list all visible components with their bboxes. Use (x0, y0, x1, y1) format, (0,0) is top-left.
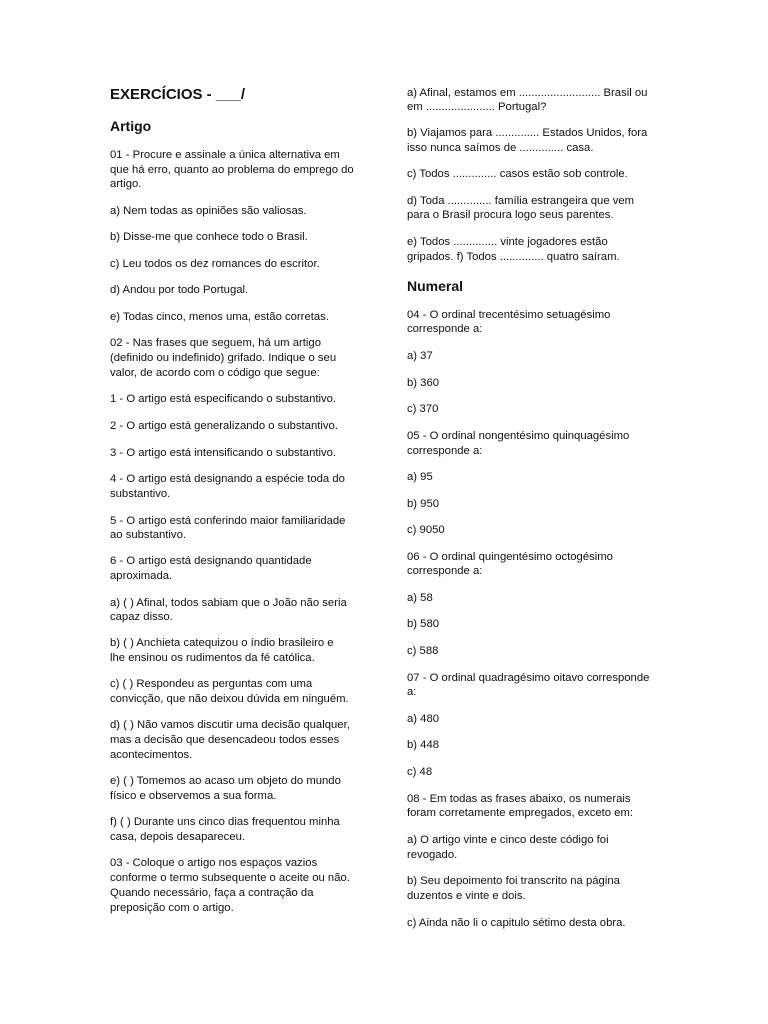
question-text: corresponde a: (407, 445, 483, 457)
option-item: a) Nem todas as opiniões são valiosas. (110, 205, 307, 217)
question-text: 05 - O ordinal nongentésimo quinquagésimo (407, 430, 630, 442)
question-text: corresponde a: (407, 323, 483, 335)
option-item: b) 360 (407, 377, 440, 389)
fill-blank-item: b) Viajamos para .............. Estados Unidos, fora (407, 127, 648, 139)
question-text: 07 - O ordinal quadragésimo oitavo corresponde (407, 672, 650, 684)
question-text: preposição com o artigo. (110, 902, 234, 914)
option-item: revogado. (407, 849, 458, 861)
sentence-item: convicção, que não deixou dúvida em ninguém. (110, 693, 349, 705)
option-item: e) Todas cinco, menos uma, estão corretas. (110, 311, 329, 323)
code-item: 4 - O artigo está designando a espécie toda do (110, 473, 345, 485)
sentence-item: c) ( ) Respondeu as perguntas com uma (110, 678, 313, 690)
question-text: a: (407, 686, 417, 698)
code-item: substantivo. (110, 488, 171, 500)
fill-blank-item: para o Brasil procura logo seus parentes. (407, 209, 614, 221)
option-item: b) 580 (407, 618, 440, 630)
question-text: 01 - Procure e assinale a única alternativa em (110, 149, 340, 161)
option-item: c) 9050 (407, 524, 445, 536)
sentence-item: e) ( ) Tomemos ao acaso um objeto do mundo (110, 775, 341, 787)
question-text: Quando necessário, faça a contração da (110, 887, 314, 899)
fill-blank-item: em ...................... Portugal? (407, 101, 547, 113)
question-text: 04 - O ordinal trecentésimo setuagésimo (407, 309, 611, 321)
section-title-numeral: Numeral (407, 278, 464, 294)
question-text: 06 - O ordinal quingentésimo octogésimo (407, 551, 613, 563)
sentence-item: mas a decisão que desencadeou todos esses (110, 734, 340, 746)
code-item: ao substantivo. (110, 529, 186, 541)
code-item: 5 - O artigo está conferindo maior familiaridade (110, 515, 346, 527)
option-item: b) Disse-me que conhece todo o Brasil. (110, 231, 308, 243)
option-item: duzentos e vinte e dois. (407, 890, 526, 902)
option-item: c) Ainda não li o capitulo sétimo desta obra. (407, 917, 626, 929)
sentence-item: b) ( ) Anchieta catequizou o índio brasileiro e (110, 637, 334, 649)
question-text: (definido ou indefinido) grifado. Indique o seu (110, 352, 337, 364)
section-title-artigo: Artigo (110, 118, 152, 134)
sentence-item: lhe ensinou os rudimentos da fé católica. (110, 652, 315, 664)
code-item: aproximada. (110, 570, 173, 582)
sentence-item: casa, depois desapareceu. (110, 831, 246, 843)
sentence-item: a) ( ) Afinal, todos sabiam que o João não seria (110, 597, 347, 609)
fill-blank-item: a) Afinal, estamos em .......................... Brasil ou (407, 87, 648, 99)
question-text: 03 - Coloque o artigo nos espaços vazios (110, 857, 318, 869)
question-text: artigo. (110, 178, 142, 190)
fill-blank-item: d) Toda .............. família estrangeira que vem (407, 195, 635, 207)
option-item: a) O artigo vinte e cinco deste código foi (407, 834, 609, 846)
option-item: c) 48 (407, 766, 433, 778)
page-title: EXERCÍCIOS - ___/ (110, 86, 246, 103)
option-item: a) 480 (407, 713, 440, 725)
option-item: a) 58 (407, 592, 433, 604)
option-item: d) Andou por todo Portugal. (110, 284, 249, 296)
option-item: b) 448 (407, 739, 440, 751)
option-item: b) Seu depoimento foi transcrito na página (407, 875, 620, 887)
fill-blank-item: e) Todos .............. vinte jogadores estão (407, 236, 608, 248)
option-item: b) 950 (407, 498, 440, 510)
option-item: a) 95 (407, 471, 433, 483)
question-text: conforme o termo subsequente o aceite ou não. (110, 872, 350, 884)
option-item: c) 588 (407, 645, 439, 657)
option-item: a) 37 (407, 350, 433, 362)
sentence-item: acontecimentos. (110, 749, 193, 761)
code-item: 3 - O artigo está intensificando o substantivo. (110, 447, 337, 459)
fill-blank-item: c) Todos .............. casos estão sob controle. (407, 168, 628, 180)
option-item: c) Leu todos os dez romances do escritor. (110, 258, 320, 270)
question-text: foram corretamente empregados, exceto em: (407, 807, 634, 819)
fill-blank-item: gripados. f) Todos .............. quatro saíram. (407, 251, 620, 263)
question-text: 08 - Em todas as frases abaixo, os numerais (407, 793, 631, 805)
question-text: 02 - Nas frases que seguem, há um artigo (110, 337, 321, 349)
code-item: 6 - O artigo está designando quantidade (110, 555, 312, 567)
sentence-item: d) ( ) Não vamos discutir uma decisão qualquer, (110, 719, 350, 731)
fill-blank-item: isso nunca saímos de .............. casa. (407, 142, 594, 154)
code-item: 1 - O artigo está especificando o substantivo. (110, 393, 337, 405)
option-item: c) 370 (407, 403, 439, 415)
question-text: corresponde a: (407, 565, 483, 577)
code-item: 2 - O artigo está generalizando o substantivo. (110, 420, 338, 432)
sentence-item: f) ( ) Durante uns cinco dias frequentou minha (110, 816, 340, 828)
sentence-item: capaz disso. (110, 611, 173, 623)
question-text: valor, de acordo com o código que segue: (110, 367, 320, 379)
question-text: que há erro, quanto ao problema do emprego do (110, 164, 354, 176)
sentence-item: físico e observemos a sua forma. (110, 790, 277, 802)
